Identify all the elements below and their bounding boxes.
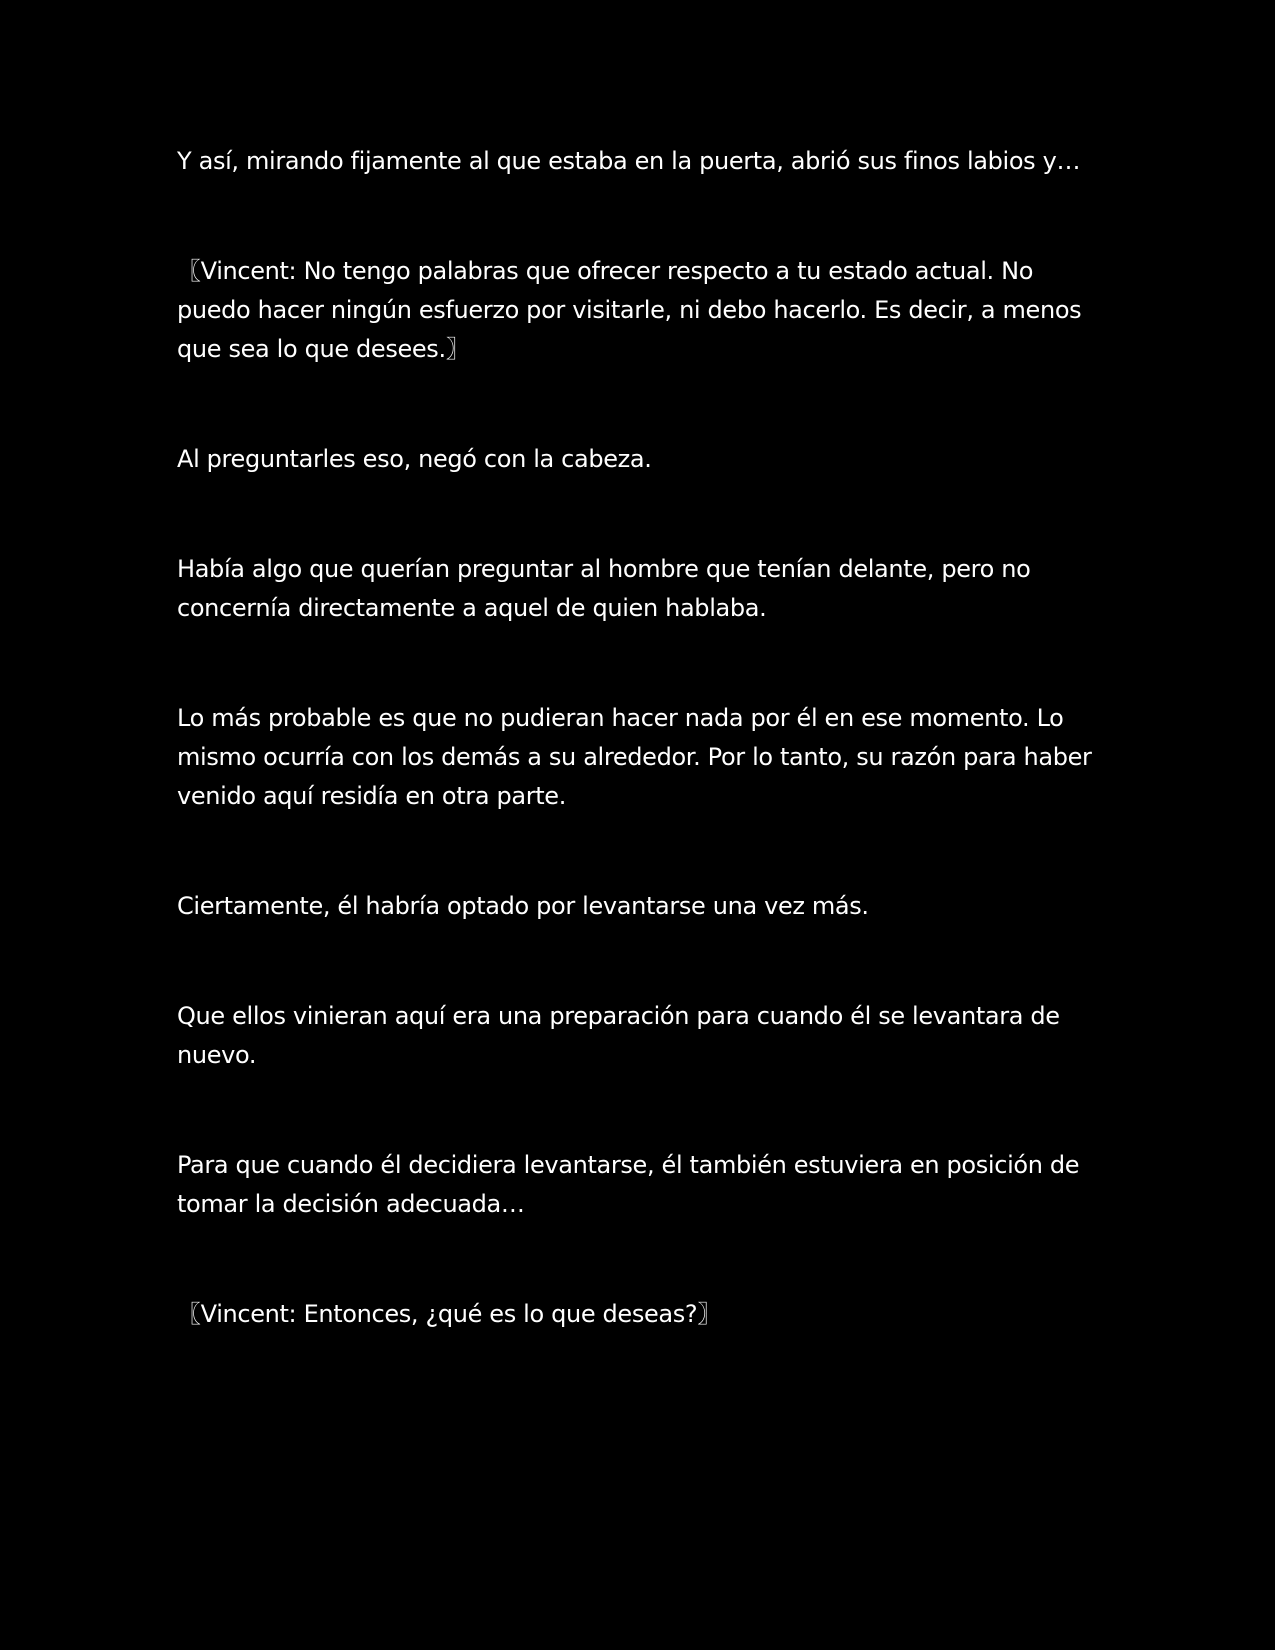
- paragraph-narration-1: Y así, mirando fijamente al que estaba en la puerta, abrió sus finos labios y…: [177, 147, 1081, 175]
- paragraph-dialogue-vincent-1: 〖Vincent: No tengo palabras que ofrecer respecto a tu estado actual. No puedo hacer ningún esfuerzo por visitarle, ni debo hacerlo. Es decir, a menos que sea lo que desees.〗: [177, 257, 1082, 363]
- paragraph-narration-3: Había algo que querían preguntar al hombre que tenían delante, pero no concernía directamente a aquel de quien hablaba.: [177, 555, 1031, 622]
- paragraph-dialogue-vincent-2: 〖Vincent: Entonces, ¿qué es lo que deseas?〗: [177, 1300, 721, 1328]
- paragraph-narration-2: Al preguntarles eso, negó con la cabeza.: [177, 445, 652, 473]
- paragraph-narration-6: Que ellos vinieran aquí era una preparación para cuando él se levantara de nuevo.: [177, 1002, 1060, 1069]
- paragraph-narration-5: Ciertamente, él habría optado por levantarse una vez más.: [177, 892, 869, 920]
- paragraph-narration-7: Para que cuando él decidiera levantarse, él también estuviera en posición de tomar la decisión adecuada…: [177, 1151, 1080, 1218]
- paragraph-narration-4: Lo más probable es que no pudieran hacer nada por él en ese momento. Lo mismo ocurría con los demás a su alrededor. Por lo tanto, su razón para haber venido aquí residía en otra parte.: [177, 704, 1092, 810]
- document-page: [177, 142, 1107, 1334]
